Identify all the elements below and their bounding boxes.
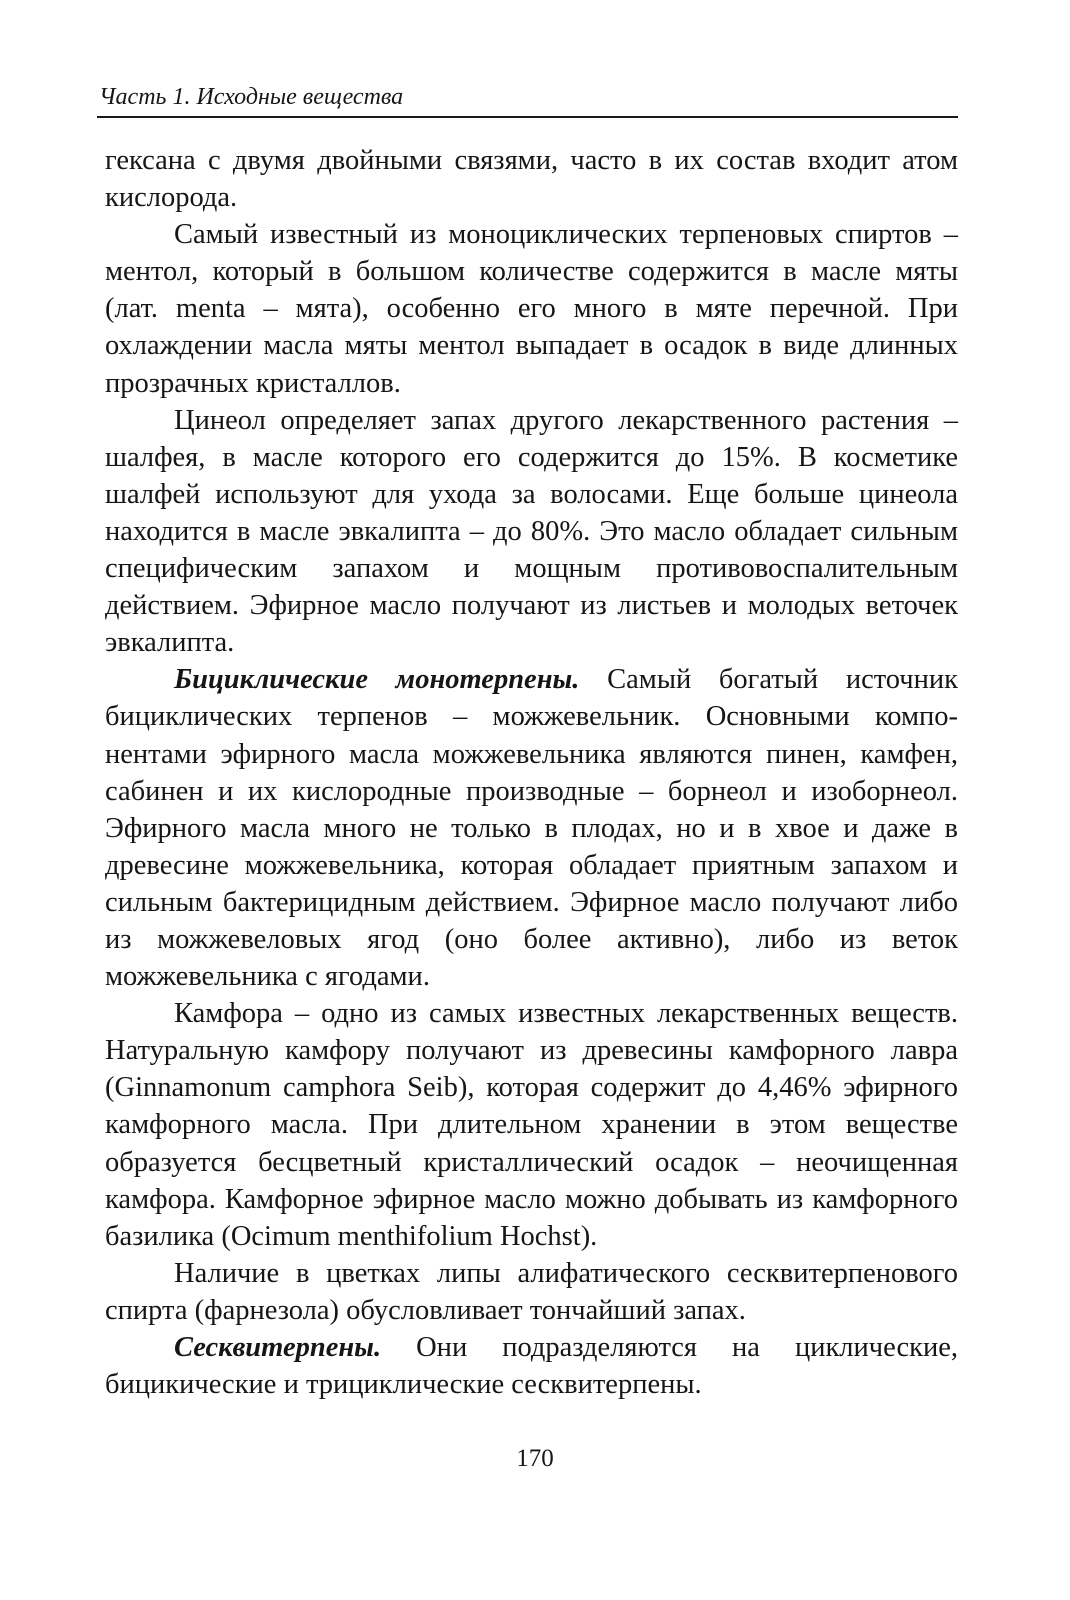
run-in-heading: Сесквитерпены. <box>174 1332 382 1363</box>
running-header-title: Часть 1. Исходные вещества <box>99 84 404 110</box>
paragraph-bicyclic-monoterpenes <box>105 661 958 995</box>
paragraph-linden-farnesol <box>105 1255 958 1329</box>
paragraph-camphor <box>105 995 958 1255</box>
paragraph-cineole <box>105 402 958 662</box>
paragraph-text: Наличие в цветках липы алифатического сесквитерпенового спирта (фарнезола) обусловливает тончайший запах. <box>105 1257 958 1326</box>
paragraph-text: Они подразделяются на циклические, бицикические и трициклические сесквитерпены. <box>105 1332 958 1401</box>
paragraph-text: гексана с двумя двойными связями, часто в их состав входит атом кислорода. <box>105 145 958 214</box>
running-header <box>97 80 958 118</box>
paragraph-text: Камфора – одно из самых известных лекарственных веществ. Натуральную камфору получают из древесины камфорного лавра (Ginnamonum camphora Seib), которая содержит до 4,46% эфирного камфорного масла. При длительном хранении в этом веществе образуется бесцветный кристаллический осадок – неочищенная камфора. Камфорное эфирное масло можно добывать из камфорного базилика (Ocimum menthifolium Hochst). <box>105 998 958 1252</box>
page-number: 170 <box>516 1445 554 1472</box>
paragraph-text: Самый известный из моноциклических терпеновых спиртов – ментол, который в большом количестве содержится в масле мяты (лат. menta – мята), особенно его много в мяте перечной. При охлаждении масла мяты ментол выпадает в осадок в виде длинных прозрачных кристаллов. <box>105 219 958 399</box>
paragraph-text: Цинеол определяет запах другого лекарственного растения – шалфея, в масле которого его содержится до 15%. В косметике шалфей используют для ухода за волосами. Еще больше цинеола находится в масле эвкалипта – до 80%. Это масло обладает сильным специфическим запахом и мощным противовоспалительным действием. Эфирное масло получают из листьев и молодых веточек эвкалипта. <box>105 404 958 659</box>
body-text <box>105 142 958 1403</box>
paragraph-menthol <box>105 216 958 401</box>
run-in-heading: Бициклические монотерпены. <box>174 664 580 696</box>
paragraph-sesquiterpenes <box>105 1329 958 1403</box>
paragraph-text: Самый богатый источник бициклических терпенов – можжевельник. Основными компонентами эфирного масла можжевельника являются пинен, камфен, сабинен и их кислородные производные – борнеол и изоборнеол. Эфирного масла много не только в плодах, но и в хвое и даже в древесине можжевельника, которая обладает приятным запахом и сильным бактерицидным действием. Эфирное масло получают либо из можжевеловых ягод (оно более активно), либо из веток можжевельника с ягодами. <box>105 664 958 993</box>
paragraph-continuation <box>105 142 958 216</box>
